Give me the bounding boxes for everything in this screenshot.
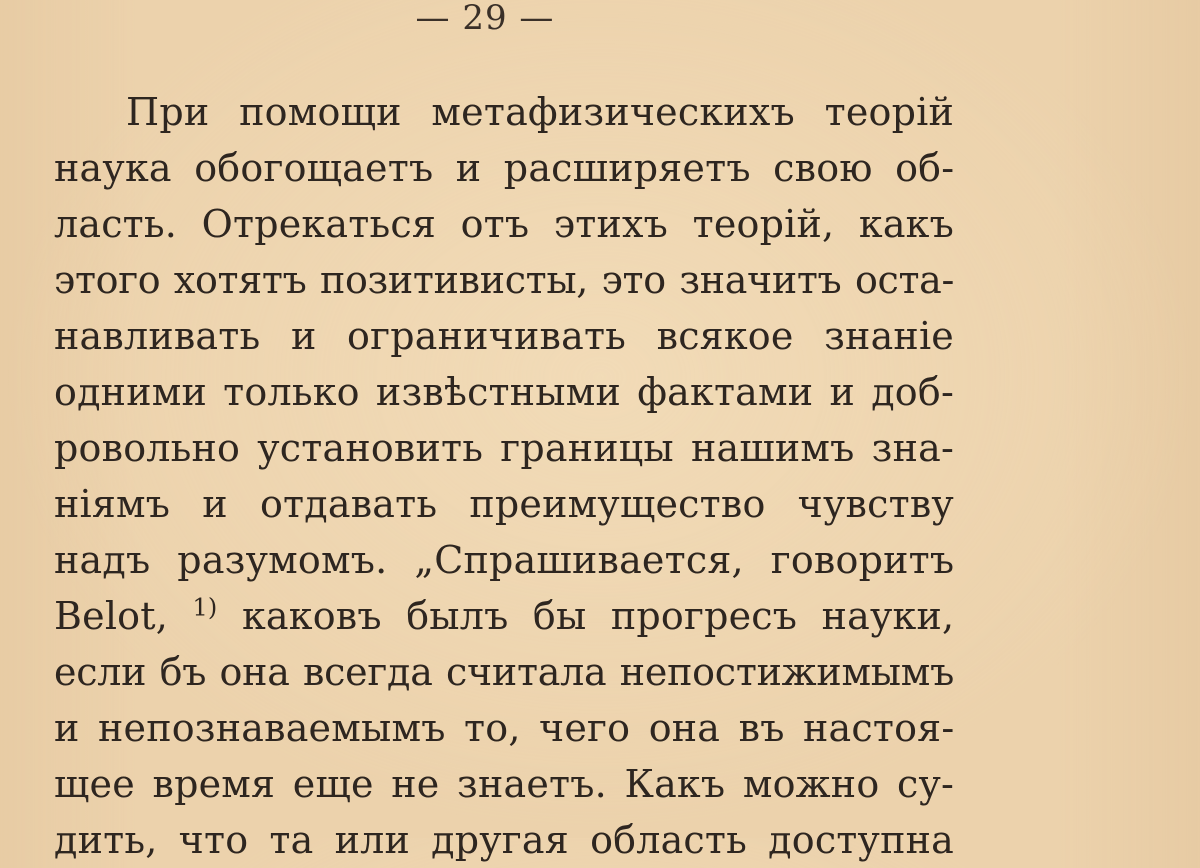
- text-line-13: щее время еще не знаетъ. Какъ можно су-: [54, 762, 955, 806]
- text-line-14: дить, что та или другая область доступна: [54, 818, 954, 862]
- text-line-10: [54, 588, 954, 644]
- footnote-mark: 1): [192, 593, 218, 622]
- text-line-10-rest: каковъ былъ бы прогресъ науки,: [241, 594, 955, 638]
- text-line-9: надъ разумомъ. „Спрашивается, говоритъ: [54, 538, 955, 582]
- text-line-2: наука обогощаетъ и расширяетъ свою об-: [54, 146, 955, 190]
- text-line-5: навливать и ограничивать всякое знаніе: [54, 314, 954, 358]
- text-line-3: ласть. Отрекаться отъ этихъ теорій, какъ: [54, 202, 954, 246]
- text-line-11: если бъ она всегда считала непостижимымъ: [54, 650, 954, 694]
- text-line-12: и непознаваемымъ то, чего она въ настоя-: [54, 706, 955, 750]
- text-line-4: этого хотятъ позитивисты, это значитъ оста-: [54, 258, 954, 302]
- text-line-1: При помощи метафизическихъ теорій: [126, 90, 954, 134]
- text-line-6: одними только извѣстными фактами и доб-: [54, 370, 954, 414]
- text-line-8: ніямъ и отдавать преимущество чувству: [54, 482, 954, 526]
- body-text: [54, 84, 954, 868]
- text-line-7: ровольно установить границы нашимъ зна-: [54, 426, 954, 470]
- footnote-author: Belot,: [54, 594, 168, 638]
- page-number: — 29 —: [415, 0, 555, 38]
